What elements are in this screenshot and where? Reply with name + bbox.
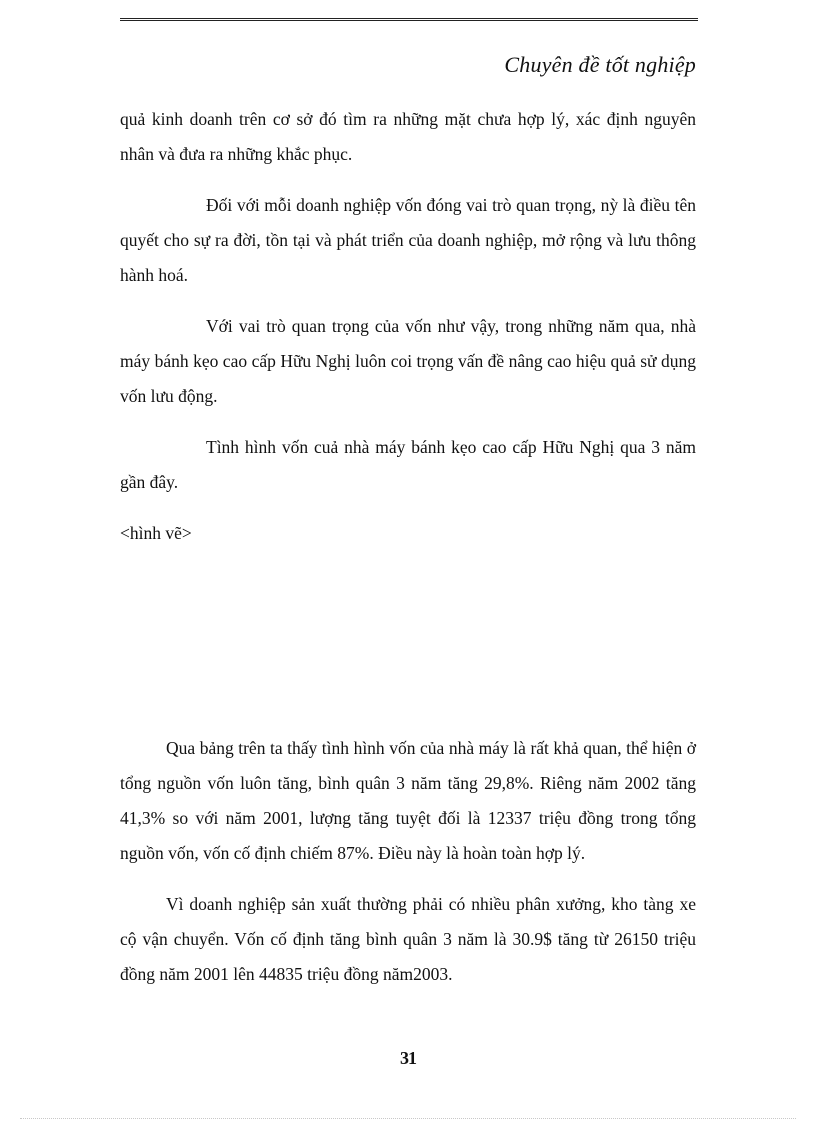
paragraph-capital-situation: Tình hình vốn cuả nhà máy bánh kẹo cao cấp Hữu Nghị qua 3 năm gần đây. [120,437,696,492]
paragraph-continuation: quả kinh doanh trên cơ sở đó tìm ra những mặt chưa hợp lý, xác định nguyên nhân và đưa ra những khắc phục. [120,109,696,164]
paragraph-table-analysis: Qua bảng trên ta thấy tình hình vốn của nhà máy là rất khả quan, thể hiện ở tổng nguồn vốn luôn tăng, bình quân 3 năm tăng 29,8%. Riêng năm 2002 tăng 41,3% so với năm 2001, lượng tăng tuyệt đối là 12337 triệu đồng trong tổng nguồn vốn, vốn cố định chiếm 87%. Điều này là hoàn toàn hợp lý. [120,738,696,863]
header-top-rule [120,18,698,21]
page-number: 31 [400,1048,416,1068]
paragraph-fixed-capital: Vì doanh nghiệp sản xuất thường phải có nhiều phân xưởng, kho tàng xe cộ vận chuyển. Vốn cố định tăng bình quân 3 năm là 30.9$ tăng từ 26150 triệu đồng năm 2001 lên 44835 triệu đồng năm2003. [120,894,696,984]
figure-area [120,571,696,711]
document-body [120,102,696,992]
document-header-title: Chuyên đề tốt nghiệp [504,52,696,77]
paragraph-capital-efficiency: Với vai trò quan trọng của vốn như vậy, trong những năm qua, nhà máy bánh kẹo cao cấp Hữu Nghị luôn coi trọng vấn đề nâng cao hiệu quả sử dụng vốn lưu động. [120,316,696,406]
paragraph-capital-role: Đối với mỗi doanh nghiệp vốn đóng vai trò quan trọng, nỳ là điều tên quyết cho sự ra đời, tồn tại và phát triển của doanh nghiệp, mở rộng và lưu thông hành hoá. [120,195,696,285]
footer-dotted-rule [20,1118,796,1119]
figure-placeholder-label: <hình vẽ> [120,523,192,543]
